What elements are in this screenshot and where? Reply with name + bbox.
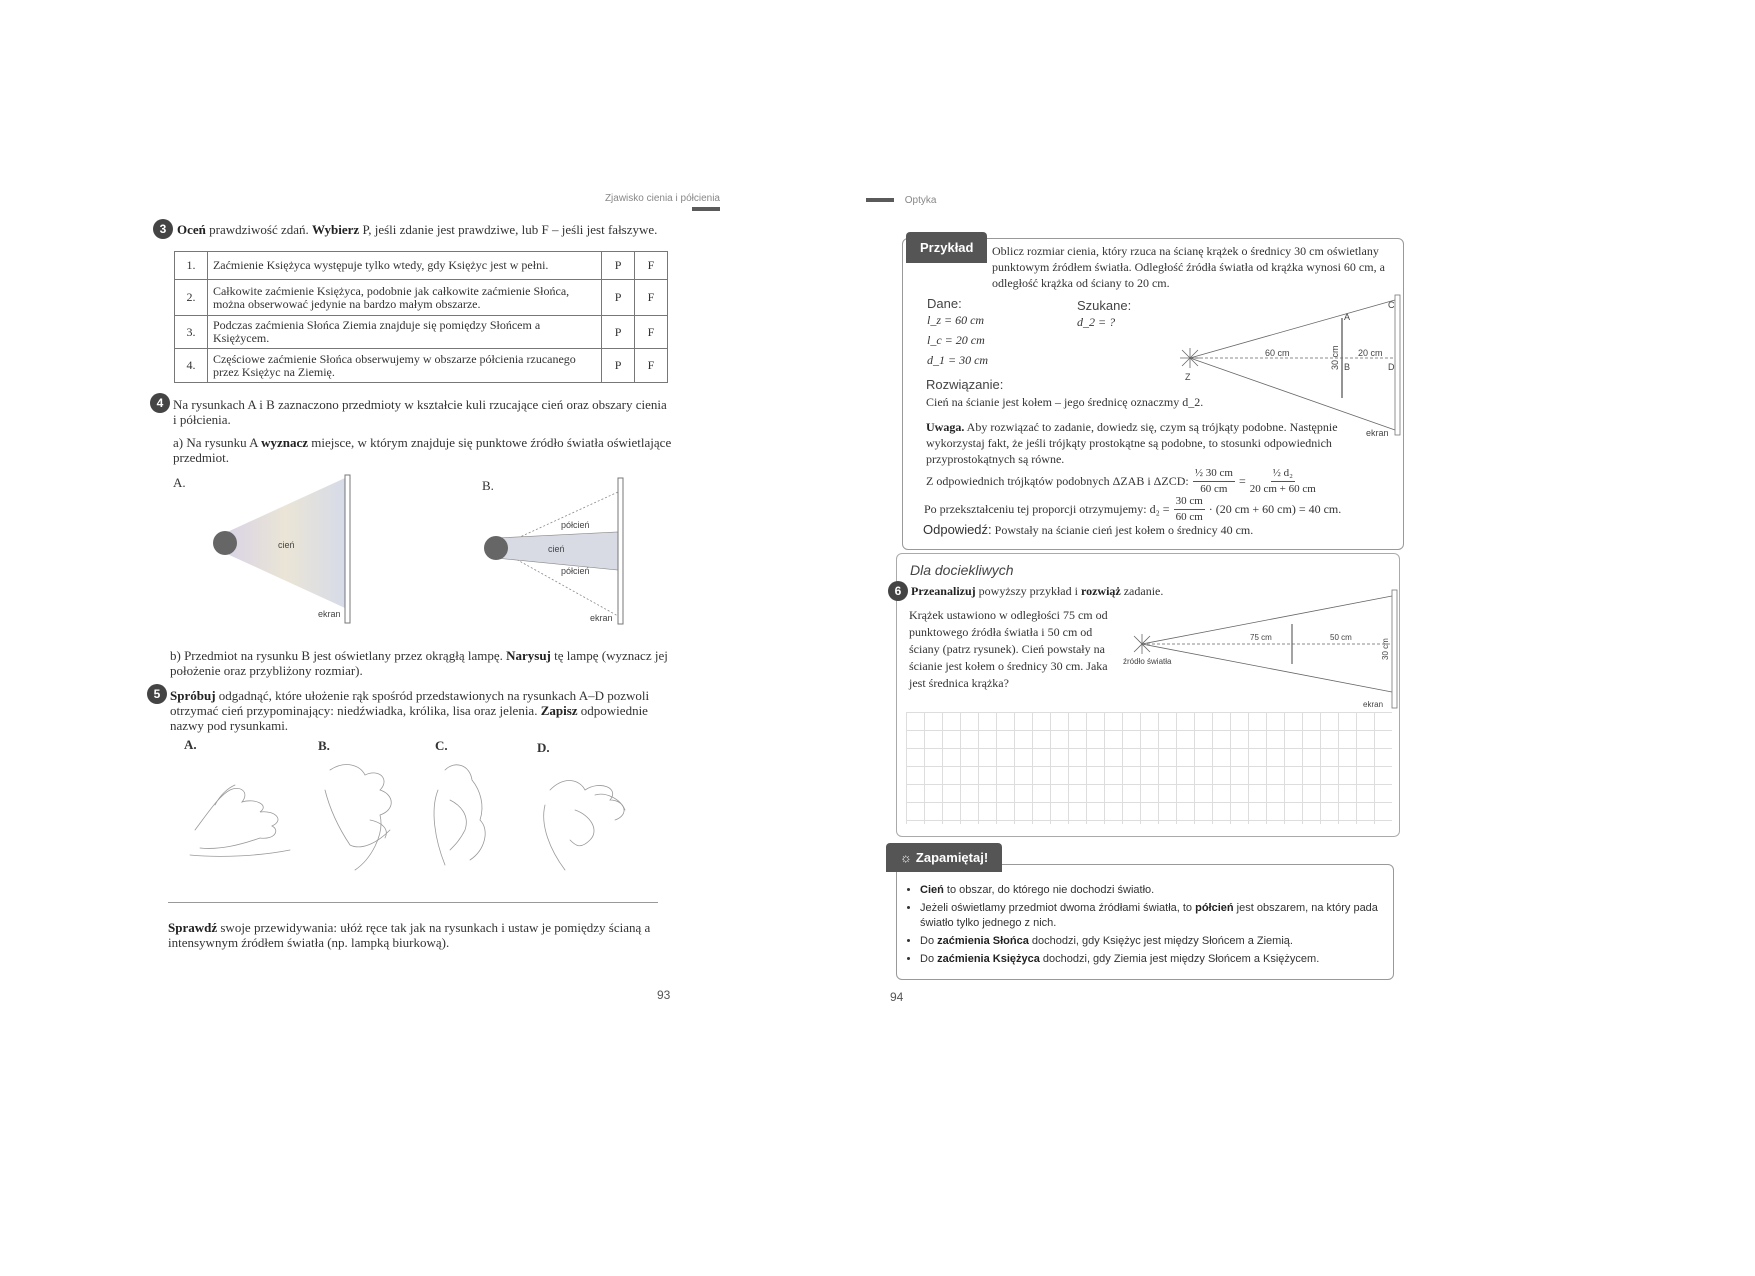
- table-row: [175, 252, 668, 280]
- list-item: [920, 934, 1390, 949]
- screen-label: ekran: [318, 609, 341, 619]
- list-item: [920, 901, 1390, 931]
- remember-pre: Do: [920, 935, 938, 947]
- option-f[interactable]: F: [635, 252, 668, 280]
- task-4b-rest: tę lampę (wyznacz jej położenie oraz przybliżony rozmiar).: [170, 648, 668, 678]
- figure-a-label: A.: [173, 475, 186, 490]
- remember-bold: Cień: [920, 884, 944, 896]
- screen-label: ekran: [590, 613, 613, 623]
- bulb-icon: ☼: [900, 850, 912, 865]
- hand-c: [434, 765, 485, 865]
- task-4b-prefix: b) Przedmiot na rysunku B jest oświetlany przez okrągłą lampę.: [170, 648, 507, 663]
- task-5-verb1: Spróbuj: [170, 688, 216, 703]
- frac2-num: ½ d₂: [1271, 466, 1295, 482]
- point-c: C: [1388, 300, 1395, 310]
- fraction-2: [1250, 466, 1316, 497]
- diam-30: 30 cm: [1381, 638, 1390, 660]
- remember-text: jest obszarem, na który pada światło tylko jednego z nich.: [920, 902, 1378, 929]
- screen-bar: [618, 478, 623, 624]
- page-number-93: 93: [657, 988, 671, 1002]
- list-item: [920, 952, 1390, 967]
- left-page-header: [570, 193, 720, 215]
- penumbra-bottom-label: półcień: [561, 566, 590, 576]
- remember-bold: półcień: [1195, 902, 1234, 914]
- task-5-badge: 5: [147, 684, 167, 704]
- solution-line: Cień na ścianie jest kołem – jego średnicę oznaczmy d_2.: [926, 395, 1204, 409]
- point-z: Z: [1185, 372, 1191, 382]
- page-number-94: 94: [890, 990, 904, 1004]
- task-6-diagram: [1120, 588, 1402, 713]
- fraction-1: [1193, 466, 1235, 497]
- task-4b-verb: Narysuj: [506, 648, 551, 663]
- frac3-num: 30 cm: [1174, 494, 1205, 510]
- task-4a-prefix: a) Na rysunku A: [173, 435, 262, 450]
- dist-20: 20 cm: [1358, 348, 1383, 358]
- task-5-instruction: [170, 688, 670, 733]
- sought-value: d_2 = ?: [1077, 315, 1116, 329]
- task-4-intro: Na rysunkach A i B zaznaczono przedmioty w kształcie kuli rzucające cień oraz obszary cienia i półcienia.: [173, 397, 667, 427]
- remember-text: dochodzi, gdy Ziemia jest między Słońcem a Księżycem.: [1039, 953, 1320, 965]
- figure-b-diagram: [478, 470, 638, 630]
- header-bar: [866, 198, 894, 202]
- remember-bold: zaćmienia Księżyca: [937, 953, 1040, 965]
- task-5-verb2: Zapisz: [540, 703, 578, 718]
- answer-line: [923, 522, 1253, 538]
- dist-60: 60 cm: [1265, 348, 1290, 358]
- option-f[interactable]: F: [635, 349, 668, 383]
- remember-pre: Do: [920, 953, 938, 965]
- screen-label: ekran: [1363, 700, 1384, 709]
- frac3-den: 60 cm: [1175, 511, 1203, 523]
- task-5-check-text: swoje przewidywania: ułóż ręce tak jak na rysunkach i ustaw je pomiędzy ścianą a intensywnym źródłem światła (np. lampką biurkową).: [168, 920, 651, 950]
- given-1: l_z = 60 cm: [927, 313, 985, 327]
- equals-sign: =: [1238, 474, 1246, 488]
- task-3-verb1: Oceń: [177, 222, 206, 237]
- task-6-verb1: Przeanalizuj: [911, 584, 976, 598]
- penumbra-top-label: półcień: [561, 520, 590, 530]
- task-5-text1: odgadnąć, które ułożenie rąk spośród przedstawionych na rysunkach A–D pozwoli otrzymać cień przypominający: niedźwiadka, królika, lisa oraz jelenia.: [170, 688, 650, 718]
- fraction-3: [1174, 494, 1205, 525]
- row-number: 1.: [175, 252, 208, 280]
- solution-title: Rozwiązanie:: [926, 377, 1004, 392]
- row-number: 4.: [175, 349, 208, 383]
- option-f[interactable]: F: [635, 280, 668, 316]
- given-3: d_1 = 30 cm: [927, 353, 989, 367]
- shadow-label: cień: [548, 544, 565, 554]
- header-bar: [692, 207, 720, 211]
- answer-line[interactable]: [168, 901, 658, 903]
- row-statement: Podczas zaćmienia Słońca Ziemia znajduje się pomiędzy Słońcem a Księżycem.: [207, 316, 601, 349]
- note: [926, 419, 1366, 467]
- option-p[interactable]: P: [602, 349, 635, 383]
- option-p[interactable]: P: [602, 280, 635, 316]
- example-problem: Oblicz rozmiar cienia, który rzuca na ścianę krążek o średnicy 30 cm oświetlany punktowym źródłem światła. Odległość źródła światła od krążka wynosi 60 cm, a odległość krążka od ściany to 20 cm.: [992, 244, 1385, 290]
- transform-text: Po przekształceniu tej proporcji otrzymujemy: d₂ =: [924, 502, 1170, 516]
- task-4a-instruction: [173, 435, 673, 465]
- table-row: [175, 316, 668, 349]
- figure-b-label: B.: [482, 478, 494, 493]
- frac2-den: 20 cm + 60 cm: [1249, 483, 1316, 495]
- given-2: l_c = 20 cm: [927, 333, 985, 347]
- right-header-text: Optyka: [904, 195, 937, 206]
- example-tag: Przykład: [906, 232, 987, 263]
- note-bold: Uwaga.: [926, 420, 965, 434]
- hand-label-d: D.: [537, 740, 550, 755]
- answer-text: Powstały na ścianie cień jest kołem o średnicy 40 cm.: [991, 523, 1254, 537]
- list-item: [920, 883, 1390, 898]
- ball-object: [484, 536, 508, 560]
- point-d: D: [1388, 362, 1395, 372]
- screen-bar: [1395, 295, 1400, 435]
- hand-label-c: C.: [435, 738, 448, 753]
- dist-75: 75 cm: [1250, 633, 1272, 642]
- hand-label-a: A.: [184, 737, 197, 752]
- dist-50: 50 cm: [1330, 633, 1352, 642]
- remember-tag: [886, 843, 1002, 872]
- sought-title: Szukane:: [1077, 298, 1132, 313]
- screen-bar: [1392, 590, 1397, 708]
- given-title: Dane:: [927, 296, 962, 311]
- transform-rest: · (20 cm + 60 cm) = 40 cm.: [1208, 502, 1342, 516]
- table-row: [175, 280, 668, 316]
- transform-line: [924, 494, 1341, 525]
- frac1-den: 60 cm: [1200, 483, 1228, 495]
- task-4a-rest: miejsce, w którym znajduje się punktowe źródło światła oświetlające przedmiot.: [173, 435, 672, 465]
- task-5-text2: odpowiednie nazwy pod rysunkami.: [170, 703, 648, 733]
- task-3-instruction: [177, 222, 677, 237]
- remember-tag-text: Zapamiętaj!: [915, 850, 989, 865]
- note-text: Aby rozwiązać to zadanie, dowiedz się, czym są trójkąty podobne. Następnie wykorzystaj fakt, że jeśli trójkąty prostokątne są podobne, to stosunki odpowiednich przyprostokątnych są równe.: [926, 420, 1338, 466]
- remember-text: to obszar, do którego nie dochodzi światło.: [943, 884, 1155, 896]
- row-number: 2.: [175, 280, 208, 316]
- task-4a-verb: wyznacz: [261, 435, 309, 450]
- similar-text: Z odpowiednich trójkątów podobnych ΔZAB i ΔZCD:: [926, 474, 1189, 488]
- left-header-text: Zjawisko cienia i półcienia: [604, 193, 720, 204]
- hand-a: [190, 785, 290, 856]
- task-4b-instruction: [170, 648, 670, 678]
- task-3-text1: prawdziwość zdań.: [205, 222, 313, 237]
- answer-grid[interactable]: [906, 712, 1392, 824]
- right-page-header: [866, 195, 936, 206]
- point-a: A: [1344, 312, 1351, 322]
- point-b: B: [1344, 362, 1351, 372]
- hand-sketches: [180, 750, 670, 885]
- task-6-text2: zadanie.: [1120, 584, 1164, 598]
- shadow-label: cień: [278, 540, 295, 550]
- hand-b: [325, 765, 391, 870]
- row-number: 3.: [175, 316, 208, 349]
- remember-pre: Jeżeli oświetlamy przedmiot dwoma źródłami światła, to: [920, 902, 1196, 914]
- task-5-check-verb: Sprawdź: [168, 920, 218, 935]
- task-3-verb2: Wybierz: [312, 222, 360, 237]
- hand-label-b: B.: [318, 738, 330, 753]
- table-row: [175, 349, 668, 383]
- row-statement: Całkowite zaćmienie Księżyca, podobnie jak całkowite zaćmienie Słońca, można obserwować jedynie na bardzo małym obszarze.: [207, 280, 601, 316]
- hand-d: [544, 781, 625, 870]
- true-false-table: [174, 251, 668, 383]
- figure-a-diagram: [200, 470, 360, 630]
- remember-bold: zaćmienia Słońca: [937, 935, 1029, 947]
- source-label: źródło światła: [1123, 657, 1172, 666]
- row-statement: Zaćmienie Księżyca występuje tylko wtedy, gdy Księżyc jest w pełni.: [207, 252, 601, 280]
- task-6-text1: powyższy przykład i: [975, 584, 1081, 598]
- remember-list: [906, 883, 1390, 970]
- screen-bar: [345, 475, 350, 623]
- task-6-verb2: rozwiąż: [1080, 584, 1121, 598]
- task-4-badge: 4: [150, 393, 170, 413]
- screen-label: ekran: [1366, 428, 1389, 438]
- task-3-text2: P, jeśli zdanie jest prawdziwe, lub F – jeśli jest fałszywe.: [359, 222, 658, 237]
- task-6-problem: Krążek ustawiono w odległości 75 cm od punktowego źródła światła i 50 cm od ściany (patrz rysunek). Cień powstały na ścianie jest kołem o średnicy 30 cm. Jaka jest średnica krążka?: [909, 608, 1108, 690]
- ray-bottom: [1142, 644, 1392, 692]
- example-diagram: [1170, 290, 1405, 440]
- task-3-badge: 3: [153, 219, 173, 239]
- task-6-badge: 6: [888, 581, 908, 601]
- row-statement: Częściowe zaćmienie Słońca obserwujemy w obszarze półcienia rzucanego przez Księżyc na Ziemię.: [207, 349, 601, 383]
- answer-title: Odpowiedź:: [923, 522, 992, 537]
- curious-title: Dla dociekliwych: [910, 562, 1014, 578]
- diam-30: 30 cm: [1330, 345, 1340, 370]
- option-p[interactable]: P: [602, 316, 635, 349]
- option-f[interactable]: F: [635, 316, 668, 349]
- task-5-check: [168, 920, 668, 950]
- ball-object: [213, 531, 237, 555]
- option-p[interactable]: P: [602, 252, 635, 280]
- similar-triangles-line: [926, 466, 1316, 497]
- frac1-num: ½ 30 cm: [1193, 466, 1235, 482]
- remember-text: dochodzi, gdy Księżyc jest między Słońcem a Ziemią.: [1028, 935, 1293, 947]
